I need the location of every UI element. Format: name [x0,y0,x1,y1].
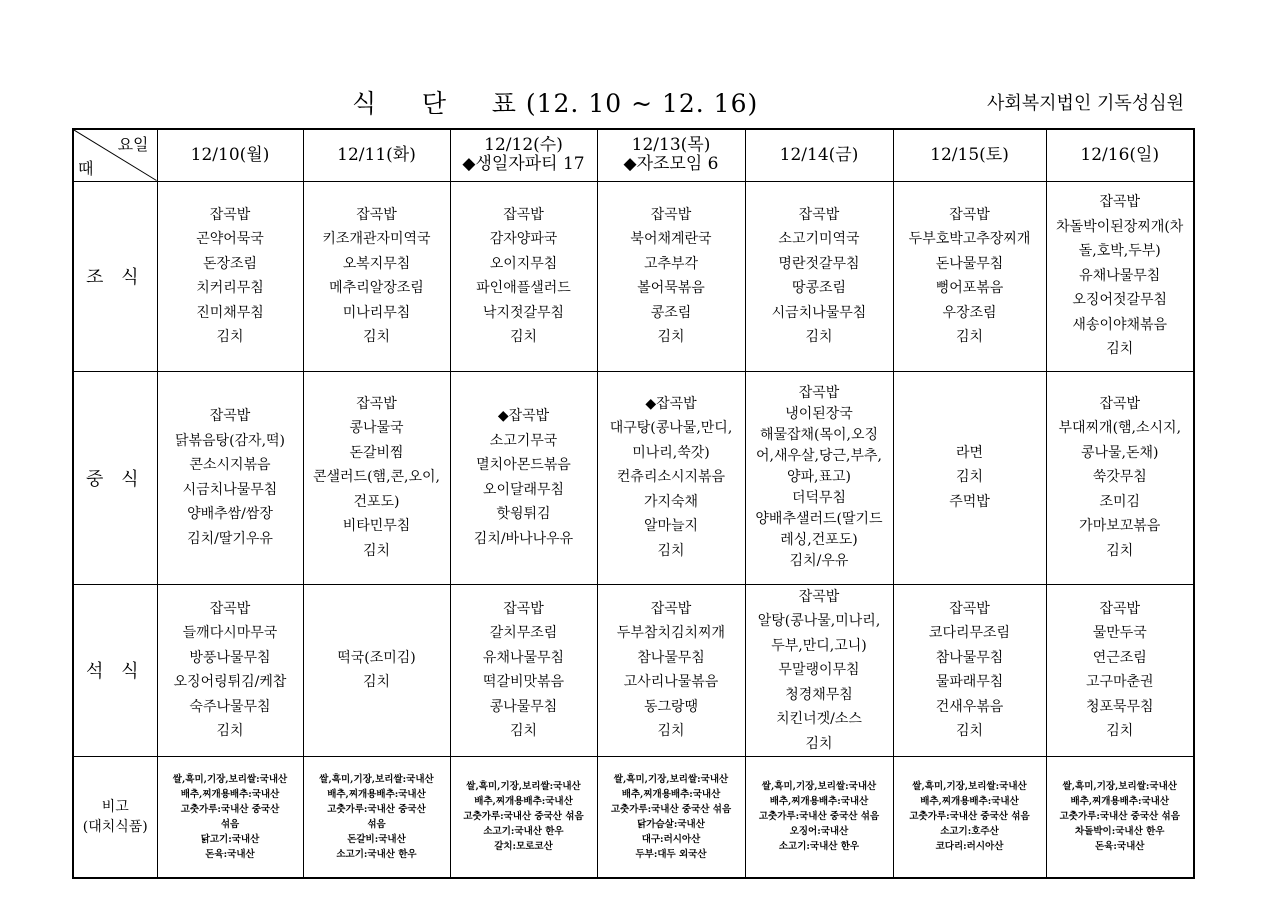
menu-item: 김치 [955,469,984,486]
origin-note-line: 배추,찌개용배추:국내산 [180,788,280,800]
menu-cell [303,584,450,757]
menu-cell [597,584,745,757]
origin-note-line: 쌀,흑미,기장,보리쌀:국내산 [912,781,1027,793]
menu-item: 참나물무침 [637,649,705,666]
menu-item: 잡곡밥 [209,600,251,617]
origin-note-line: 배추,찌개용배추:국내산 [474,796,573,808]
origin-note-cell [745,757,893,878]
menu-item: 김치/우유 [789,553,849,569]
menu-item: 들깨다시마무국 [182,625,278,642]
menu-item: 유채나물무침 [1079,267,1161,284]
menu-cell [450,181,597,371]
menu-item: 오징어링튀김/케찹 [173,674,287,691]
day-header: 12/12(수) ◆생일자파티 17 [450,129,597,181]
menu-item: 닭볶음탕(감자,떡) [174,432,286,449]
menu-item: 콩나물,돈채) [1080,444,1159,461]
menu-item: 김치 [362,542,391,559]
menu-item: ◆잡곡밥 [497,408,550,424]
menu-item: 오징어젓갈무침 [1072,292,1168,309]
menu-item: 차돌박이된장찌개(차 [1056,218,1184,235]
menu-item: 김치 [955,329,984,345]
origin-note-line: 닭고기:국내산 [200,833,260,845]
menu-item: 김치 [362,674,391,691]
menu-item: 고구마춘권 [1085,674,1154,691]
menu-item: 시금치나물무침 [182,481,278,498]
meal-label: 석 식 [73,584,157,757]
menu-item: 김치/딸기우유 [187,530,273,547]
menu-item: 부대찌개(햄,소시지, [1058,420,1182,437]
menu-item: 김치 [657,329,685,345]
menu-item: 돌,호박,두부) [1078,243,1161,260]
origin-note-line: 고춧가루:국내산 중국산 [180,803,280,815]
origin-note-line: 쌀,흑미,기장,보리쌀:국내산 [172,773,288,785]
origin-note-line: 닭가슴살:국내산 [637,818,705,830]
meal-row [73,181,1194,371]
menu-item: 컨츄리소시지볶음 [616,469,726,486]
meal-label: 조 식 [73,181,157,371]
menu-item: 청포묵무침 [1085,698,1154,715]
menu-item: 두부,만디,고니) [771,637,867,654]
menu-item: 무말랭이무침 [778,662,860,678]
menu-item: 김치 [216,723,244,740]
menu-item: 두부참치김치찌개 [616,625,726,642]
menu-cell [157,371,303,584]
menu-item: 김치/바나나우유 [473,530,574,547]
menu-item: 뻥어포볶음 [935,280,1004,296]
menu-item: 북어채계란국 [630,231,712,247]
menu-item: 청경채무침 [785,686,853,703]
menu-item: 김치 [805,735,833,752]
menu-item: 떡갈비맛볶음 [482,674,565,691]
menu-item: 레싱,건포도) [780,532,858,548]
menu-item: 돈장조림 [202,255,258,272]
menu-cell [893,181,1046,371]
menu-item: 새송이야채볶음 [1072,316,1168,333]
menu-item: 유채나물무침 [482,649,565,666]
menu-item: 가지숙채 [643,493,699,510]
menu-item: 진미채무침 [196,304,264,321]
day-header: 12/10(월) [157,129,303,181]
menu-item: 김치 [657,723,685,740]
menu-item: 동그랑땡 [643,698,699,715]
meal-label: 중 식 [73,371,157,584]
menu-item: 어,새우살,당근,부추, [756,448,882,464]
menu-item: 주먹밥 [949,493,990,510]
origin-note-line: 오징어:국내산 [789,826,849,838]
origin-note-line: 두부:대두 외국산 [635,848,707,860]
menu-item: 김치 [509,723,538,740]
origin-note-line: 배추,찌개용배추:국내산 [327,788,426,800]
menu-item: 두부호박고추장찌개 [908,231,1031,247]
origin-note-line: 고춧가루:국내산 중국산 섞음 [610,803,732,815]
menu-cell [893,584,1046,757]
menu-item: 비타민무침 [342,518,411,535]
menu-item: 감자양파국 [489,231,558,247]
origin-note-line: 고춧가루:국내산 중국산 섞음 [1059,811,1180,823]
menu-item: 알탕(콩나물,미나리, [757,613,881,629]
menu-item: 가마보꼬볶음 [1079,518,1161,535]
menu-item: 소고기무국 [489,432,558,449]
menu-item: 오이지무침 [489,255,558,272]
menu-cell [597,181,745,371]
menu-cell [893,371,1046,584]
menu-item: 김치 [216,329,244,345]
menu-cell [450,584,597,757]
menu-item: 핫윙튀김 [496,506,551,522]
origin-note-line: 고춧가루:국내산 중국산 [327,803,426,815]
menu-item: 치킨너겟/소스 [776,711,862,727]
meal-row [73,584,1194,757]
origin-note-line: 갈치:모로코산 [494,841,553,853]
origin-note-line: 쌀,흑미,기장,보리쌀:국내산 [319,773,434,785]
menu-item: 콩나물무침 [489,698,558,715]
menu-cell [303,181,450,371]
menu-item: 해물잡채(목이,오징 [759,427,879,443]
organization-name: 사회복지법인 기독성심원 [987,93,1184,114]
menu-item: 잡곡밥 [356,206,397,223]
day-header: 12/16(일) [1046,129,1194,181]
menu-item: 김치 [1106,341,1134,358]
menu-item: 미나리,쑥갓) [632,444,710,461]
menu-item: 라면 [955,444,984,461]
corner-day-label: 요일 [117,135,149,154]
menu-item: 김치 [509,329,538,345]
menu-item: 잡곡밥 [1099,194,1141,211]
menu-item: 볼어묵볶음 [637,280,705,296]
origin-note-line: 코다리:러시아산 [935,841,1004,853]
menu-item: 명란젓갈무침 [778,255,860,272]
origin-note-cell [893,757,1046,878]
origin-note-cell [303,757,450,878]
menu-item: 잡곡밥 [650,600,692,617]
origin-note-line: 소고기:호주산 [940,826,999,838]
menu-item: 쑥갓무침 [1092,469,1147,486]
menu-item: 잡곡밥 [209,206,251,223]
menu-item: 잡곡밥 [949,206,990,223]
menu-item: 고추부각 [643,255,699,272]
origin-note-line: 배추,찌개용배추:국내산 [769,796,869,808]
corner-meal-label: 때 [78,158,94,178]
menu-item: 연근조림 [1092,649,1147,666]
menu-item: 파인애플샐러드 [476,280,571,296]
menu-item: 대구탕(콩나물,만디, [609,420,733,437]
origin-note-cell [597,757,745,878]
menu-item: 떡국(조미김) [337,649,416,666]
menu-item: 알마늘지 [643,518,699,535]
origin-note-line: 대구:러시아산 [641,833,701,845]
menu-item: 양배추샐러드(딸기드 [755,511,883,527]
menu-cell [745,584,893,757]
menu-item: 잡곡밥 [1099,395,1141,412]
menu-item: 콘샐러드(햄,콘,오이, [312,469,440,486]
menu-item: 잡곡밥 [798,588,840,605]
menu-cell [157,584,303,757]
origin-note-cell [450,757,597,878]
menu-cell [1046,584,1194,757]
origin-note-line: 배추,찌개용배추:국내산 [920,796,1019,808]
menu-item: 돈나물무침 [935,255,1004,272]
menu-item: 땅콩조림 [791,280,847,296]
notes-label: 비고 (대치식품) [73,757,157,878]
menu-item: 코다리무조림 [928,625,1011,642]
origin-note-line: 쌀,흑미,기장,보리쌀:국내산 [613,773,729,785]
menu-item: 잡곡밥 [1099,600,1141,617]
menu-item: 고사리나물볶음 [623,674,719,691]
menu-item: 미나리무침 [342,304,411,321]
menu-item: 곤약어묵국 [196,231,264,247]
day-header: 12/14(금) [745,129,893,181]
menu-cell [745,181,893,371]
origin-note-line: 쌀,흑미,기장,보리쌀:국내산 [466,781,581,793]
origin-note-line: 차돌박이:국내산 한우 [1075,826,1165,838]
corner-cell [73,129,157,181]
origin-note-line: 배추,찌개용배추:국내산 [1070,796,1170,808]
menu-item: 양배추쌈/쌈장 [187,506,273,522]
menu-item: 김치 [805,329,833,345]
menu-item: 건포도) [353,493,400,510]
menu-item: 오복지무침 [342,255,411,272]
notes-row [73,757,1194,878]
menu-item: 치커리무침 [196,280,264,296]
menu-item: 잡곡밥 [503,600,544,617]
menu-table [72,128,1195,879]
menu-item: 돈갈비찜 [349,444,404,461]
menu-item: 콩조림 [650,304,692,321]
origin-note-line: 쌀,흑미,기장,보리쌀:국내산 [1062,781,1177,793]
menu-item: 김치 [1106,542,1134,559]
origin-note-line: 섞음 [220,818,240,830]
origin-note-line: 고춧가루:국내산 중국산 섞음 [463,811,584,823]
origin-note-line: 고춧가루:국내산 중국산 섞음 [909,811,1030,823]
menu-item: 콘소시지볶음 [189,457,271,473]
menu-item: 잡곡밥 [356,395,397,412]
menu-item: 낙지젓갈무침 [482,304,565,321]
menu-item: 김치 [1106,723,1134,740]
menu-item: 콩나물국 [349,420,404,437]
menu-item: 참나물무침 [935,649,1004,666]
menu-item: 키조개관자미역국 [322,231,431,247]
menu-item: 건새우볶음 [935,698,1004,715]
menu-item: 잡곡밥 [503,206,544,223]
menu-cell [303,371,450,584]
origin-note-line: 배추,찌개용배추:국내산 [621,788,721,800]
menu-item: 조미김 [1099,493,1141,510]
origin-note-cell [157,757,303,878]
menu-cell [1046,371,1194,584]
menu-item: 오이달래무침 [482,481,565,498]
menu-item: 숙주나물무침 [189,698,271,715]
menu-item: 냉이된장국 [785,406,853,422]
menu-item: 잡곡밥 [949,600,990,617]
menu-item: 멸치아몬드볶음 [476,457,571,473]
menu-item: 잡곡밥 [650,206,692,223]
menu-item: 김치 [955,723,984,740]
page-title: 식 단 표 (12. 10 ~ 12. 16) [352,89,759,118]
meal-row [73,371,1194,584]
day-header: 12/13(목) ◆자조모임 6 [597,129,745,181]
origin-note-line: 쌀,흑미,기장,보리쌀:국내산 [761,781,877,793]
origin-note-line: 돈육:국내산 [205,848,255,860]
origin-note-line: 소고기:국내산 한우 [483,826,564,838]
origin-note-line: 돈육:국내산 [1095,841,1145,853]
menu-item: 더덕무침 [791,490,847,506]
menu-cell [157,181,303,371]
menu-cell [1046,181,1194,371]
menu-item: 물만두국 [1092,625,1147,642]
origin-note-line: 돈갈비:국내산 [347,833,406,845]
menu-item: 잡곡밥 [798,385,840,401]
menu-cell [450,371,597,584]
day-header: 12/11(화) [303,129,450,181]
origin-note-cell [1046,757,1194,878]
origin-note-line: 고춧가루:국내산 중국산 섞음 [758,811,880,823]
menu-item: ◆잡곡밥 [645,395,697,412]
menu-item: 갈치무조림 [489,625,558,642]
menu-item: 우장조림 [942,304,997,321]
menu-item: 양파,표고) [786,469,851,485]
day-header: 12/15(토) [893,129,1046,181]
origin-note-line: 섞음 [367,818,386,830]
menu-item: 김치 [362,329,391,345]
menu-cell [745,371,893,584]
menu-item: 잡곡밥 [798,206,840,223]
menu-item: 물파래무침 [935,674,1004,691]
menu-item: 잡곡밥 [209,408,251,424]
menu-item: 방풍나물무침 [189,649,271,666]
origin-note-line: 소고기:국내산 한우 [336,848,417,860]
menu-item: 소고기미역국 [778,231,860,247]
menu-item: 메추리알장조림 [329,280,424,296]
menu-cell [597,371,745,584]
menu-item: 김치 [657,542,685,559]
menu-item: 시금치나물무침 [771,304,867,321]
header-row [73,129,1194,181]
origin-note-line: 소고기:국내산 한우 [778,841,860,853]
